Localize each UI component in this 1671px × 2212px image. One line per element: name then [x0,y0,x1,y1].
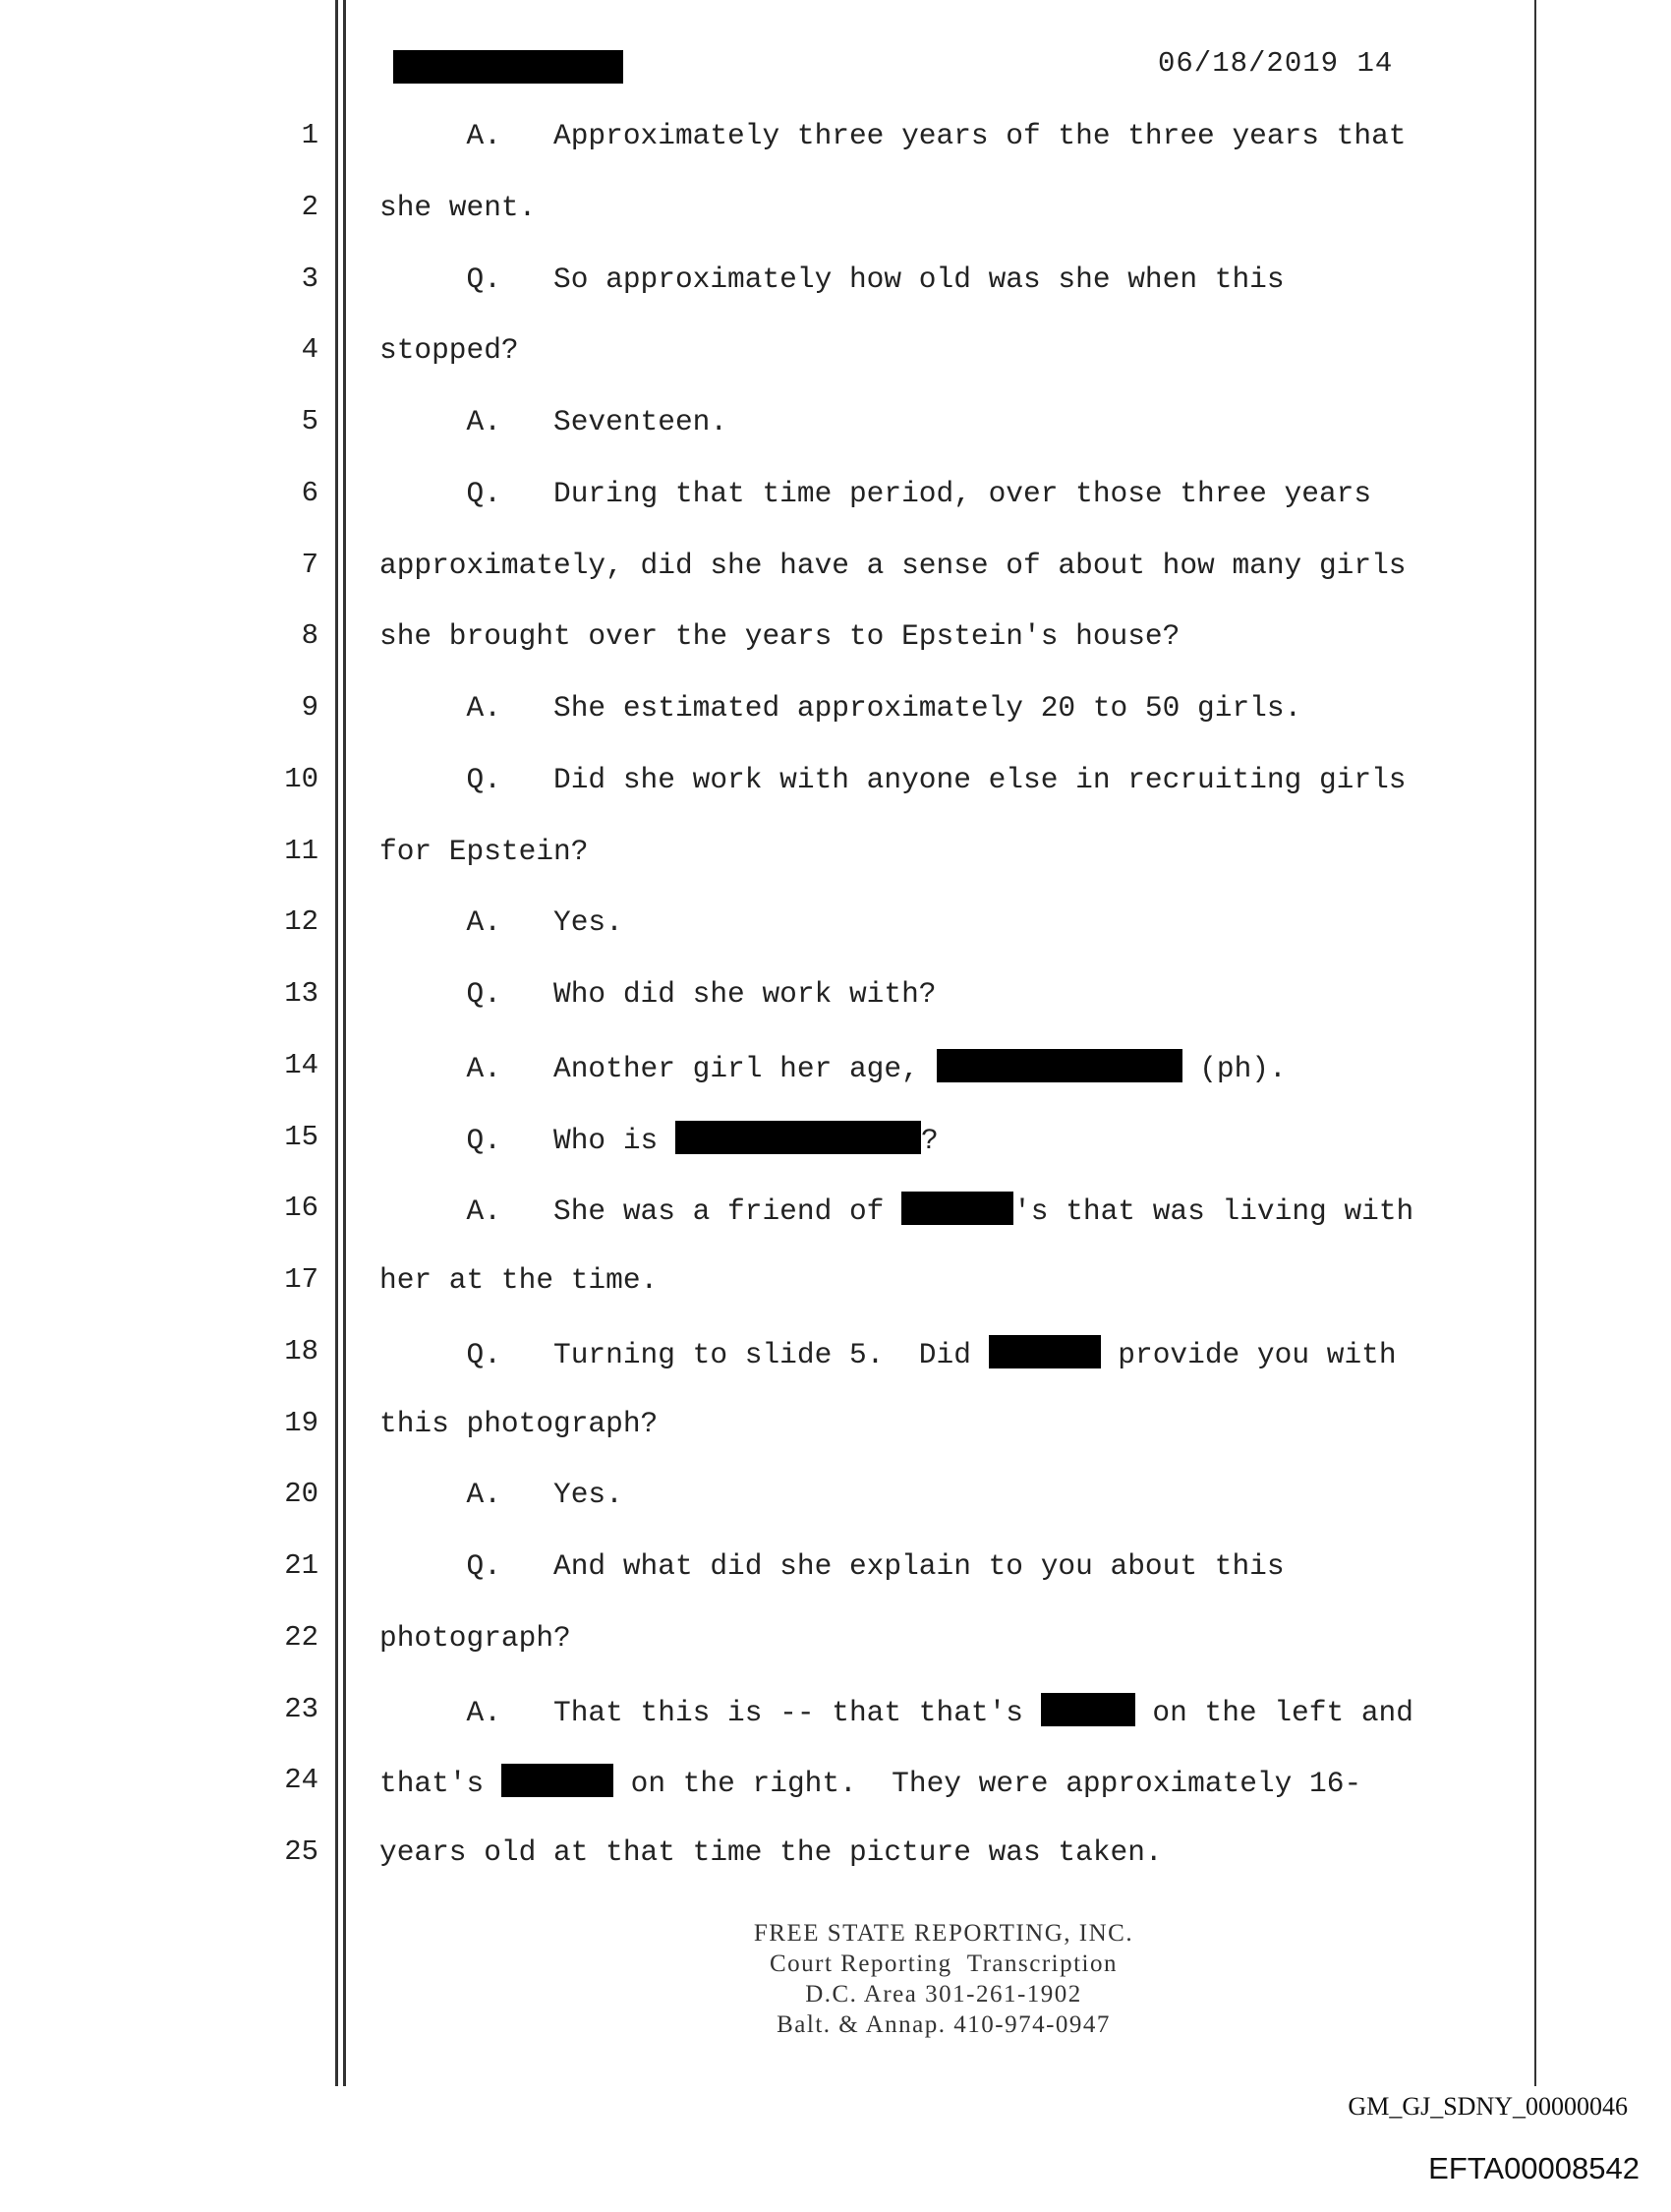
transcript-line [0,1478,1533,1537]
transcript-line [0,1407,1533,1466]
transcript-line [0,619,1533,678]
line-text-segment: Q. During that time period, over those three years [379,476,1372,510]
footer-dc-phone: D.C. Area 301-261-1902 [805,1981,1082,2008]
transcript-line [0,835,1533,894]
line-number: 11 [284,834,318,867]
line-text [379,1335,1397,1371]
bates-number: GM_GJ_SDNY_00000046 [1348,2092,1628,2121]
line-text [379,119,1406,152]
right-margin-rule [1534,0,1536,2086]
line-number: 23 [284,1692,318,1725]
line-text-segment: approximately, did she have a sense of about how many girls [379,548,1407,582]
transcript-line [0,1621,1533,1680]
line-text-segment: Q. Who is [379,1123,675,1157]
transcript-line [0,763,1533,822]
line-number: 12 [284,905,318,939]
redaction-box [501,1764,613,1797]
line-number: 16 [284,1192,318,1225]
line-number: 17 [284,1263,318,1296]
efta-number: EFTA00008542 [1428,2151,1640,2185]
line-number: 7 [301,548,318,581]
line-number: 18 [284,1334,318,1368]
line-text-segment: on the left and [1134,1695,1413,1729]
line-text [379,1621,571,1655]
line-text-segment: (ph). [1181,1051,1287,1085]
line-text-segment: A. Seventeen. [379,405,728,438]
line-text-segment: Q. Who did she work with? [379,977,937,1011]
line-text [379,1478,623,1511]
redaction-box [937,1049,1182,1082]
line-text [379,405,727,438]
transcript-line [0,405,1533,464]
redaction-box [393,50,623,84]
footer-balt-phone: Balt. & Annap. 410-974-0947 [777,2011,1111,2038]
line-text [379,191,536,224]
transcript-line [0,262,1533,321]
transcript-line [0,119,1533,178]
footer-services: Court Reporting Transcription [769,1950,1119,1977]
line-number: 6 [301,476,318,509]
footer-company: FREE STATE REPORTING, INC. [753,1920,1134,1947]
line-text-segment: 's that was living with [1013,1194,1414,1229]
line-number: 19 [284,1406,318,1439]
transcript-line [0,1335,1533,1394]
line-text-segment: photograph? [379,1620,571,1655]
line-number: 13 [284,977,318,1010]
line-text [379,262,1285,296]
line-number: 4 [301,333,318,367]
line-text-segment: this photograph? [379,1406,659,1440]
transcript-line [0,1764,1533,1823]
transcript-line [0,477,1533,536]
page-header [393,47,1504,87]
transcript-line [0,1549,1533,1608]
line-text [379,619,1180,653]
line-text-segment: A. Another girl her age, [379,1051,937,1085]
transcript-line [0,1693,1533,1752]
line-number: 24 [284,1764,318,1797]
line-text-segment: that's [379,1767,501,1801]
line-text-segment: Q. Turning to slide 5. Did [379,1337,989,1371]
line-text-segment: she went. [379,190,537,224]
redaction-box [675,1121,921,1154]
header-date: 06/18/2019 [1158,47,1340,80]
line-number: 8 [301,619,318,653]
transcript-line [0,1049,1533,1108]
line-number: 9 [301,691,318,724]
redaction-box [989,1335,1101,1368]
line-text-segment: A. Yes. [379,1478,623,1512]
line-number: 15 [284,1120,318,1153]
line-text [379,691,1301,725]
line-text [379,1121,939,1157]
page-number: 14 [1356,47,1394,80]
transcript-line [0,1263,1533,1322]
line-text [379,333,519,367]
line-text-segment: A. She estimated approximately 20 to 50 girls. [379,691,1302,725]
line-text [379,763,1406,796]
line-number: 14 [284,1048,318,1081]
line-text-segment: provide you with [1100,1337,1397,1371]
transcript-line [0,191,1533,250]
line-text [379,549,1406,582]
transcript-line [0,905,1533,964]
transcript-line [0,333,1533,392]
transcript-line [0,549,1533,608]
transcript-line [0,1121,1533,1180]
line-text [379,1407,658,1440]
line-text [379,1049,1287,1085]
line-text [379,1764,1361,1800]
line-number: 5 [301,405,318,437]
line-text-segment: her at the time. [379,1263,659,1297]
transcript-line [0,1835,1533,1894]
line-number: 22 [284,1620,318,1654]
transcript-line [0,977,1533,1036]
line-text [379,977,937,1011]
line-text-segment: Q. So approximately how old was she when this [379,262,1285,296]
line-text-segment: stopped? [379,333,519,368]
line-text-segment: on the right. They were approximately 16- [612,1767,1362,1801]
line-text-segment: A. Approximately three years of the three years that [379,119,1407,152]
line-text-segment: A. Yes. [379,905,623,940]
line-number: 2 [301,190,318,223]
line-number: 21 [284,1549,318,1582]
transcript-line [0,1192,1533,1251]
line-text-segment: A. She was a friend of [379,1194,902,1229]
line-text-segment: for Epstein? [379,834,589,868]
line-number: 3 [301,262,318,295]
line-number: 10 [284,762,318,795]
header-date-page [1158,47,1393,80]
transcript-line [0,691,1533,750]
line-text-segment: years old at that time the picture was taken. [379,1835,1163,1869]
line-text-segment: A. That this is -- that that's [379,1695,1041,1729]
line-text [379,1693,1413,1729]
redaction-box [901,1192,1013,1225]
line-text [379,1549,1285,1583]
line-text [379,1263,658,1297]
line-text-segment: Q. Did she work with anyone else in recruiting girls [379,762,1407,796]
line-text-segment: ? [920,1123,939,1157]
redaction-box [1041,1693,1135,1726]
footer [550,1918,1337,2040]
line-text [379,1192,1413,1228]
line-text [379,1835,1163,1869]
line-text [379,477,1371,510]
line-text [379,905,623,939]
line-text-segment: Q. And what did she explain to you about this [379,1549,1285,1583]
line-number: 20 [284,1478,318,1511]
line-text [379,835,588,868]
line-text-segment: she brought over the years to Epstein's house? [379,619,1181,654]
line-number: 1 [301,119,318,151]
line-number: 25 [284,1835,318,1868]
